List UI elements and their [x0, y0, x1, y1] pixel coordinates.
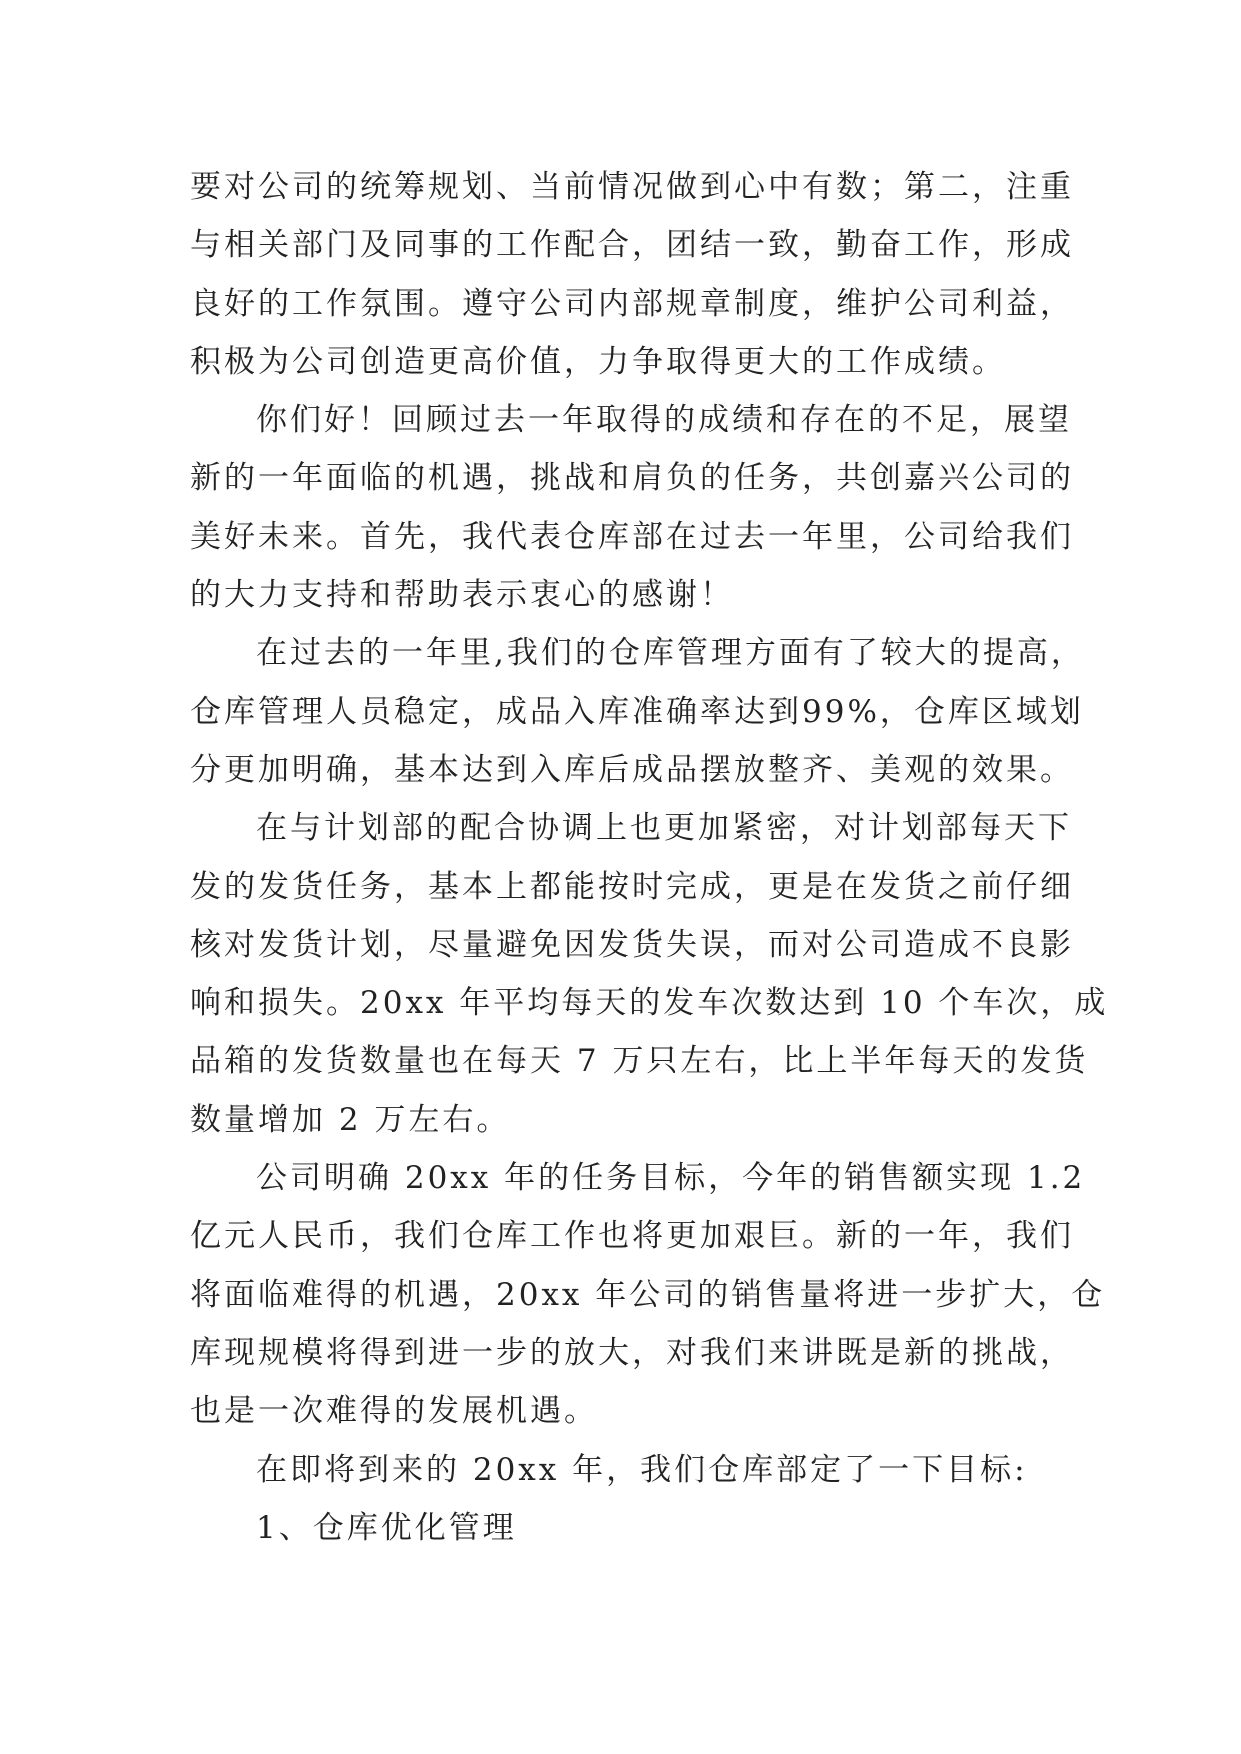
text-line: 品箱的发货数量也在每天 7 万只左右，比上半年每天的发货 — [190, 1043, 1089, 1080]
document-body — [190, 158, 1109, 1557]
text-line: 新的一年面临的机遇，挑战和肩负的任务，共创嘉兴公司的 — [190, 460, 1074, 497]
text-line: 在与计划部的配合协调上也更加紧密，对计划部每天下 — [256, 810, 1072, 847]
text-line: 与相关部门及同事的工作配合，团结一致，勤奋工作，形成 — [190, 227, 1074, 264]
text-line: 数量增加 2 万左右。 — [190, 1101, 511, 1138]
text-line: 公司明确 20xx 年的任务目标，今年的销售额实现 1.2 — [256, 1160, 1086, 1197]
text-line: 亿元人民币，我们仓库工作也将更加艰巨。新的一年，我们 — [190, 1218, 1074, 1255]
text-line: 你们好！回顾过去一年取得的成绩和存在的不足，展望 — [256, 402, 1072, 439]
text-line: 仓库管理人员稳定，成品入库准确率达到99%，仓库区域划 — [190, 693, 1084, 730]
text-line: 分更加明确，基本达到入库后成品摆放整齐、美观的效果。 — [190, 751, 1074, 788]
text-line: 将面临难得的机遇，20xx 年公司的销售量将进一步扩大，仓 — [190, 1276, 1106, 1313]
text-line: 良好的工作氛围。遵守公司内部规章制度，维护公司利益， — [190, 285, 1074, 322]
text-line: 的大力支持和帮助表示衷心的感谢！ — [190, 577, 734, 614]
text-line: 积极为公司创造更高价值，力争取得更大的工作成绩。 — [190, 343, 1006, 380]
text-line: 美好未来。首先，我代表仓库部在过去一年里，公司给我们 — [190, 518, 1074, 555]
text-line: 在即将到来的 20xx 年，我们仓库部定了一下目标: — [256, 1451, 1028, 1488]
text-line: 发的发货任务，基本上都能按时完成，更是在发货之前仔细 — [190, 868, 1074, 905]
text-line: 要对公司的统筹规划、当前情况做到心中有数；第二，注重 — [190, 169, 1074, 205]
text-line: 库现规模将得到进一步的放大，对我们来讲既是新的挑战， — [190, 1334, 1074, 1371]
text-line: 也是一次难得的发展机遇。 — [190, 1393, 598, 1430]
text-line: 核对发货计划，尽量避免因发货失误，而对公司造成不良影 — [190, 926, 1074, 963]
text-line: 在过去的一年里,我们的仓库管理方面有了较大的提高， — [256, 635, 1085, 672]
text-line: 响和损失。20xx 年平均每天的发车次数达到 10 个车次，成 — [190, 985, 1109, 1022]
section-heading: 1、仓库优化管理 — [256, 1509, 517, 1546]
